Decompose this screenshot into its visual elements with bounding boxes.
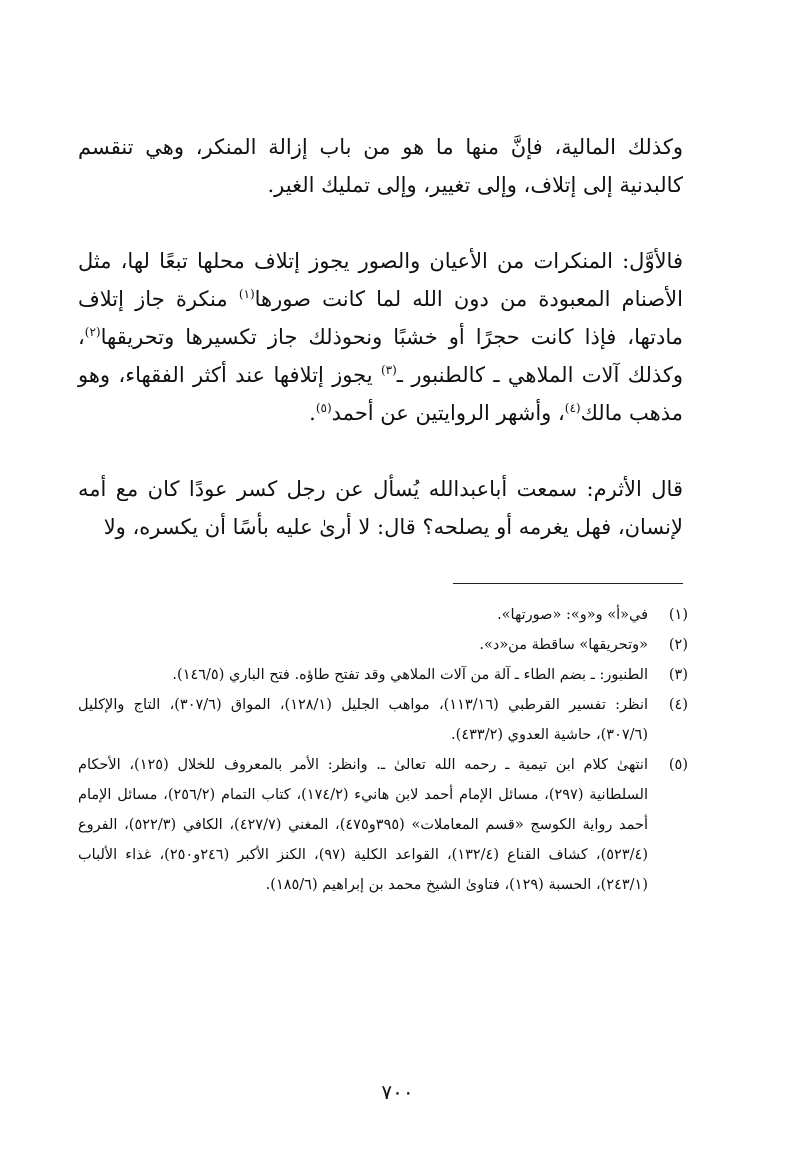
main-text xyxy=(78,128,683,584)
text-run: فالأوَّل: المنكرات من الأعيان والصور يجوز إتلاف محلها تبعًا لها، مثل الأصنام المعبودة من دون الله لما كانت صورها xyxy=(78,249,683,311)
paragraph-2 xyxy=(78,242,683,432)
footnote-text: في«أ» و«و»: «صورتها». xyxy=(497,607,648,623)
footnote-divider xyxy=(453,583,683,584)
footnote-number: (٣) xyxy=(668,667,688,683)
footnote-number: (٥) xyxy=(668,757,688,773)
paragraph-1: وكذلك المالية، فإنَّ منها ما هو من باب إزالة المنكر، وهي تنقسم كالبدنية إلى إتلاف، وإلى تغيير، وإلى تمليك الغير. xyxy=(78,135,683,197)
paragraph-3: قال الأثرم: سمعت أباعبدالله يُسأل عن رجل كسر عودًا كان مع أمه لإنسان، فهل يغرمه أو يصلحه؟ قال: لا أرىٰ عليه بأسًا أن يكسره، ولا xyxy=(78,477,683,539)
footnote-ref-4: (٤) xyxy=(564,401,581,415)
footnote-4 xyxy=(78,690,688,750)
footnote-text: الطنبور: ـ بضم الطاء ـ آلة من آلات الملاهي وقد تفتح طاؤه. فتح الباري (١٤٦/٥). xyxy=(172,667,648,683)
footnote-ref-2: (٢) xyxy=(84,325,101,339)
text-run: يجوز إتلافها عند أكثر الفقهاء، وهو مذهب مالك xyxy=(78,363,683,425)
footnote-ref-1: (١) xyxy=(238,287,255,301)
footnote-number: (٤) xyxy=(668,697,688,713)
page-number: ٧٠٠ xyxy=(381,1080,414,1104)
text-run: منكرة جاز إتلاف مادتها، فإذا كانت حجرًا أو خشبًا ونحوذلك جاز تكسيرها وتحريقها xyxy=(78,287,683,349)
footnote-ref-3: (٣) xyxy=(380,363,397,377)
footnote-3 xyxy=(78,660,688,690)
footnote-text: انتهىٰ كلام ابن تيمية ـ رحمه الله تعالىٰ ـ. وانظر: الأمر بالمعروف للخلال (١٢٥)، الأحكام السلطانية (٢٩٧)، مسائل الإمام أحمد لابن هانيء (١٧٤/٢)، كتاب التمام (٢٥٦/٢)، مسائل الإمام أحمد رواية الكوسج «قسم المعاملات» (٣٩٥و٤٧٥)، المغني (٤٢٧/٧)، الكافي (٥٢٢/٣)، الفروع (٥٢٣/٤)، كشاف القناع (١٣٢/٤)، القواعد الكلية (٩٧)، الكنز الأكبر (٢٤٦و٢٥٠)، غذاء الألباب (٢٤٣/١)، الحسبة (١٢٩)، فتاوىٰ الشيخ محمد بن إبراهيم (١٨٥/٦). xyxy=(78,757,649,893)
footnote-number: (١) xyxy=(668,607,688,623)
footnote-ref-5: (٥) xyxy=(315,401,332,415)
text-run: ، وكذلك آلات الملاهي ـ كالطنبور ـ xyxy=(78,325,684,387)
text-run: . xyxy=(309,401,316,425)
footnotes xyxy=(78,600,688,900)
footnote-2 xyxy=(78,630,688,660)
footnote-1 xyxy=(78,600,688,630)
footnote-number: (٢) xyxy=(668,637,688,653)
footnote-text: «وتحريقها» ساقطة من«د». xyxy=(479,637,648,653)
text-run: ، وأشهر الروايتين عن أحمد xyxy=(331,401,565,425)
footnote-text: انظر: تفسير القرطبي (١١٣/١٦)، مواهب الجليل (١٢٨/١)، المواق (٣٠٧/٦)، التاج والإكليل (٣٠٧/٦)، حاشية العدوي (٤٣٣/٢). xyxy=(78,697,649,743)
footnote-5 xyxy=(78,750,688,900)
